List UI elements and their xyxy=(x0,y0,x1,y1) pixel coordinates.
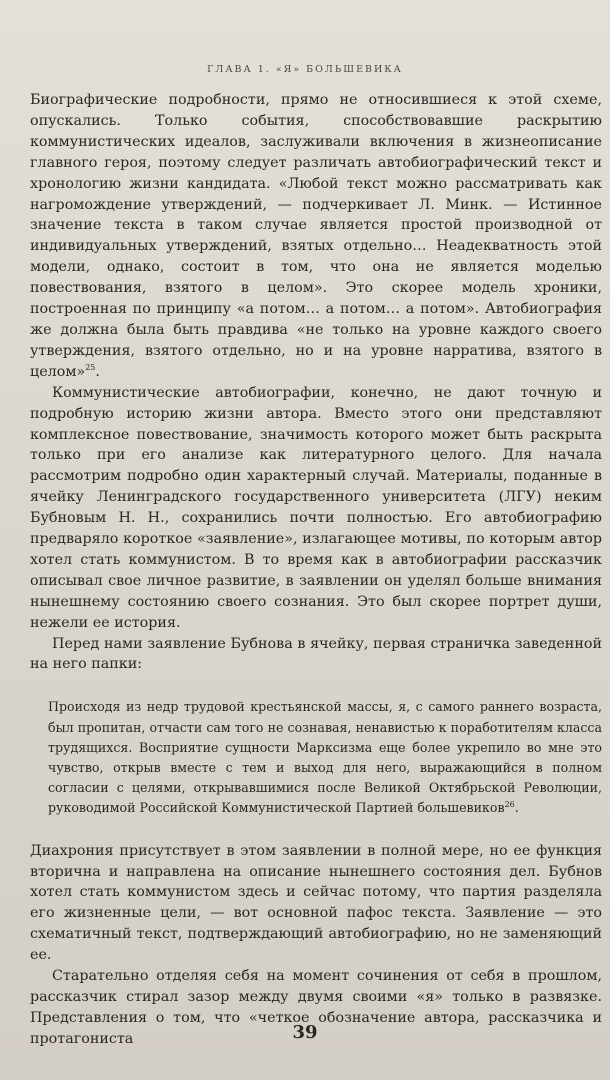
paragraph-text: Перед нами заявление Бубнова в ячейку, первая страничка заведенной на него папки: xyxy=(30,635,602,673)
quote-text: Происходя из недр трудовой крестьянской массы, я, с самого раннего возраста, был пропитан, отчасти сам того не сознавая, ненавистью к поработителям класса трудящихся. Восприятие сущности Марксизма еще более укрепило во мне это чувство, открыв вместе с тем и выход для него, выражающийся в полном согласии с целями, открывавшимися после Великой Октябрьской Революции, руководимой Российской Коммунистической Партией большевиков xyxy=(48,699,602,816)
paragraph-text: Коммунистические автобиографии, конечно, не дают точную и подробную историю жизни автора. Вместо этого они представляют комплексное повествование, значимость которого может быть раскрыта только при его анализе как литературного целого. Для начала рассмотрим подробно один характерный случай. Материалы, поданные в ячейку Ленинградского государственного университета (ЛГУ) неким Бубновым Н. Н., сохранились почти полностью. Его автобиографию предваряло короткое «заявление», излагающее мотивы, по которым автор хотел стать коммунистом. В то время как в автобиографии рассказчик описывал свое личное развитие, в заявлении он уделял больше внимания нынешнему состоянию своего сознания. Это был скорее портрет души, нежели ее история. xyxy=(30,384,602,631)
paragraph-text: Диахрония присутствует в этом заявлении в полной мере, но ее функция вторична и направлена на описание нынешнего состояния дел. Бубнов хотел стать коммунистом здесь и сейчас потому, что партия разделяла его жизненные цели, — вот основной пафос текста. Заявление — это схематичный текст, подтверждающий автобиографию, но не заменяющий ее. xyxy=(30,842,602,964)
footnote-ref: 25 xyxy=(85,363,96,373)
page-number: 39 xyxy=(292,1022,318,1043)
running-head: ГЛАВА 1. «Я» БОЛЬШЕВИКА xyxy=(207,64,403,75)
footnote-ref: 26 xyxy=(504,800,515,810)
paragraph xyxy=(30,634,602,676)
body-text xyxy=(30,90,602,1050)
block-quote: Происходя из недр трудовой крестьянской массы, я, с самого раннего возраста, был пропитан, отчасти сам того не сознавая, ненавистью к поработителям класса трудящихся. Восприятие сущности Марксизма еще более укрепило во мне это чувство, открыв вместе с тем и выход для него, выражающийся в полном согласии с целями, открывавшимися после Великой Октябрьской Революции, руководимой Российской Коммунистической Партией большевиков$^{26}$. xyxy=(48,699,602,816)
paragraph xyxy=(30,841,602,966)
paragraph-text: Биографические подробности, прямо не относившиеся к этой схеме, опускались. Только события, способствовавшие раскрытию коммунистических идеалов, заслуживали включения в жизнеописание главного героя, поэтому следует различать автобиографический текст и хронологию жизни кандидата. «Любой текст можно рассматривать как нагромождение утверждений, — подчеркивает Л. Минк. — Истинное значение текста в таком случае является простой производной от индивидуальных утверждений, взятых отдельно… Неадекватность этой модели, однако, состоит в том, что она не является моделью повествования, взятого в целом». Это скорее модель хроники, построенная по принципу «а потом… а потом… а потом». Автобиография же должна была быть правдива «не только на уровне каждого своего утверждения, взятого отдельно, но и на уровне нарратива, взятого в целом» xyxy=(30,92,602,380)
paragraph xyxy=(30,383,602,634)
paragraph: Биографические подробности, прямо не относившиеся к этой схеме, опускались. Только события, способствовавшие раскрытию коммунистических идеалов, заслуживали включения в жизнеописание главного героя, поэтому следует различать автобиографический текст и хронологию жизни кандидата. «Любой текст можно рассматривать как нагромождение утверждений, — подчеркивает Л. Минк. — Истинное значение текста в таком случае является простой производной от индивидуальных утверждений, взятых отдельно… Неадекватность этой модели, однако, состоит в том, что она не является моделью повествования, взятого в целом». Это скорее модель хроники, построенная по принципу «а потом… а потом… а потом». Автобиография же должна была быть правдива «не только на уровне каждого своего утверждения, взятого отдельно, но и на уровне нарратива, взятого в целом»$^{25}$. xyxy=(30,92,602,380)
paragraph-text: Старательно отделяя себя на момент сочинения от себя в прошлом, рассказчик стирал зазор между двумя своими «я» только в развязке. Представления о том, что «четкое обозначение автора, рассказчика и протагониста xyxy=(30,968,602,1047)
